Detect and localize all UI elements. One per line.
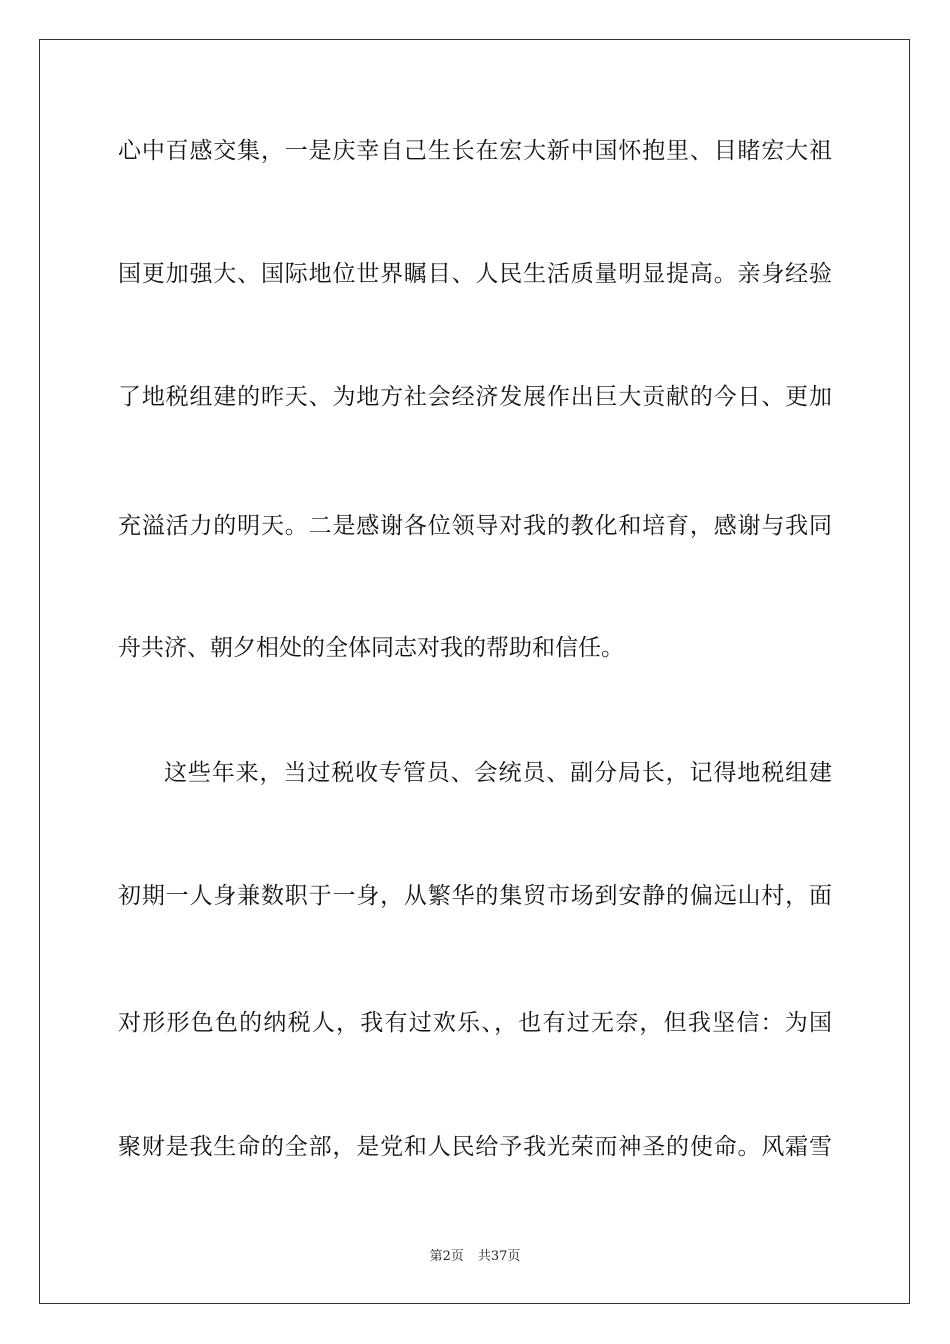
text-line: 舟共济、朝夕相处的全体同志对我的帮助和信任。 — [118, 635, 624, 661]
text-line: 国更加强大、国际地位世界瞩目、人民生活质量明显提高。亲身经验 — [118, 261, 832, 287]
paragraph-first-line: 这些年来，当过税收专管员、会统员、副分局长，记得地税组建 — [164, 760, 832, 786]
text-line: 对形形色色的纳税人，我有过欢乐、，也有过无奈，但我坚信：为国 — [118, 1010, 832, 1036]
page-border — [39, 39, 910, 1304]
page-total: 共37页 — [477, 1249, 521, 1264]
text-line: 心中百感交集，一是庆幸自己生长在宏大新中国怀抱里、目睹宏大祖 — [118, 138, 832, 164]
text-line: 初期一人身兼数职于一身，从繁华的集贸市场到安静的偏远山村，面 — [118, 883, 832, 909]
text-line: 充溢活力的明天。二是感谢各位领导对我的教化和培育，感谢与我同 — [118, 513, 832, 539]
page-footer — [0, 1248, 950, 1266]
text-line: 聚财是我生命的全部，是党和人民给予我光荣而神圣的使命。风霜雪 — [118, 1134, 832, 1160]
page-number: 第2页 — [429, 1249, 464, 1264]
text-line: 了地税组建的昨天、为地方社会经济发展作出巨大贡献的今日、更加 — [118, 384, 832, 410]
